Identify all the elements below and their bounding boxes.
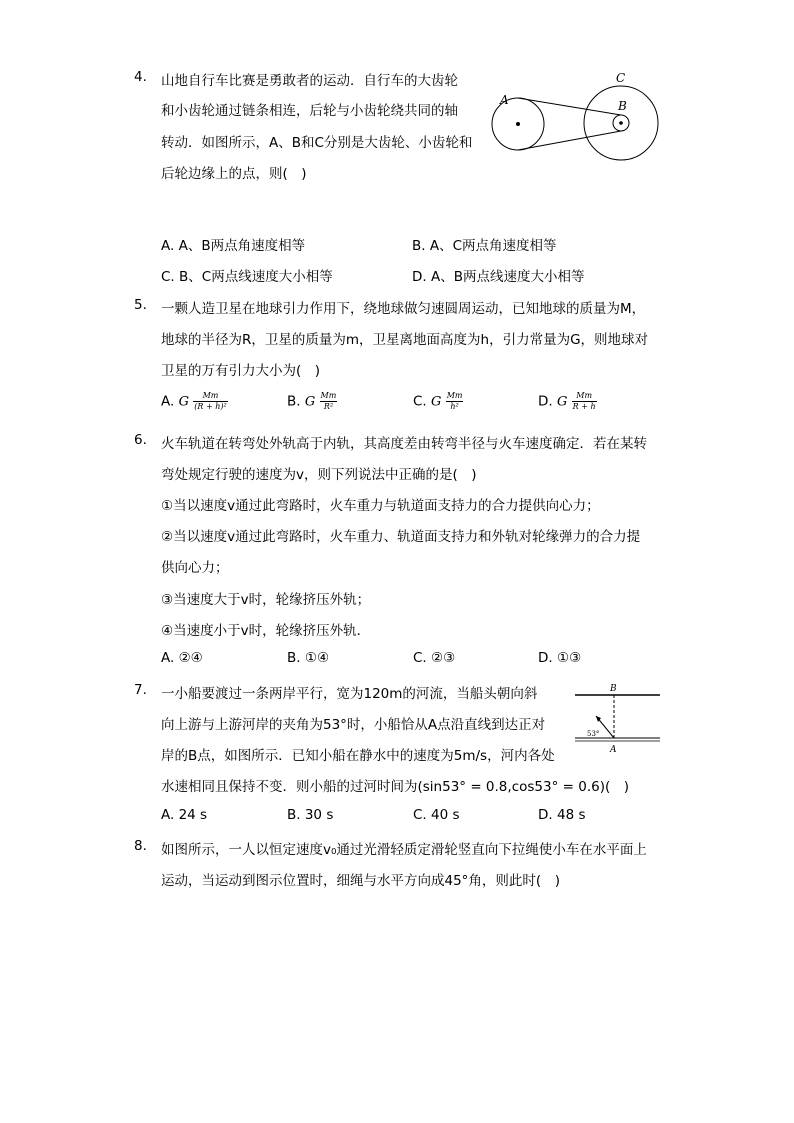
label-c: C bbox=[616, 71, 626, 85]
option-a[interactable]: A. ②④ bbox=[161, 650, 203, 666]
label-b: B bbox=[610, 684, 617, 694]
option-b[interactable]: B. ①④ bbox=[287, 650, 330, 666]
denominator: (R + h)² bbox=[194, 402, 227, 411]
question-number: 4. bbox=[134, 69, 147, 85]
question-text-line: 如图所示，一人以恒定速度v₀通过光滑轻质定滑轮竖直向下拉绳使小车在水平面上 bbox=[161, 842, 647, 858]
option-label: C. bbox=[413, 393, 427, 410]
question-text-line: 后轮边缘上的点，则( ) bbox=[161, 166, 307, 182]
question-number: 8. bbox=[134, 838, 147, 854]
option-d[interactable]: D. 48 s bbox=[538, 807, 586, 823]
constant-g: G bbox=[431, 394, 442, 410]
question-text-line: 转动．如图所示，A、B和C分别是大齿轮、小齿轮和 bbox=[161, 135, 473, 151]
question-number: 7. bbox=[134, 682, 147, 698]
option-label: A. bbox=[161, 393, 175, 410]
question-text-line: 一颗人造卫星在地球引力作用下，绕地球做匀速圆周运动，已知地球的质量为M， bbox=[161, 301, 646, 317]
denominator: h² bbox=[450, 402, 459, 411]
statement-3: ③当速度大于v时，轮缘挤压外轨； bbox=[161, 592, 371, 608]
denominator: R² bbox=[323, 402, 334, 411]
fraction bbox=[572, 391, 597, 412]
option-d[interactable]: D. A、B两点线速度大小相等 bbox=[412, 269, 585, 285]
option-label: D. bbox=[538, 393, 553, 410]
option-b[interactable]: B. 30 s bbox=[287, 807, 334, 823]
river-crossing-figure bbox=[570, 680, 665, 755]
constant-g: G bbox=[556, 394, 568, 410]
angle-label: 53° bbox=[587, 730, 600, 738]
option-d[interactable]: D. ①③ bbox=[538, 650, 582, 666]
numerator: Mm bbox=[572, 391, 597, 402]
denominator: R + h bbox=[572, 402, 596, 411]
fraction bbox=[320, 391, 338, 412]
label-b: B bbox=[618, 99, 627, 113]
question-text-line: 和小齿轮通过链条相连，后轮与小齿轮绕共同的轴 bbox=[161, 103, 458, 119]
fraction bbox=[446, 391, 464, 412]
option-c[interactable] bbox=[413, 391, 463, 412]
label-a: A bbox=[500, 93, 509, 107]
question-number: 5. bbox=[134, 297, 147, 313]
statement-4: ④当速度小于v时，轮缘挤压外轨． bbox=[161, 623, 371, 639]
question-text-line: 水速相同且保持不变．则小船的过河时间为(sin53° = 0.8,cos53° = 0.6)( ) bbox=[161, 779, 629, 795]
small-gear-center bbox=[619, 121, 623, 125]
chain-bottom bbox=[518, 131, 621, 150]
statement-2: ②当以速度v通过此弯路时，火车重力、轨道面支持力和外轨对轮缘弹力的合力提 bbox=[161, 529, 641, 545]
numerator: Mm bbox=[446, 391, 463, 400]
question-text-line: 运动，当运动到图示位置时，细绳与水平方向成45°角，则此时( ) bbox=[161, 873, 560, 889]
option-c[interactable]: C. ②③ bbox=[413, 650, 456, 666]
statement-2-cont: 供向心力； bbox=[161, 560, 229, 576]
option-c[interactable]: C. 40 s bbox=[413, 807, 460, 823]
large-gear-center bbox=[516, 122, 520, 126]
question-text-line: 火车轨道在转弯处外轨高于内轨，其高度差由转弯半径与火车速度确定．若在某转 bbox=[161, 436, 647, 452]
chain-top bbox=[518, 98, 621, 115]
question-text-line: 弯处规定行驶的速度为v，则下列说法中正确的是( ) bbox=[161, 467, 477, 483]
label-a: A bbox=[610, 745, 617, 755]
option-a[interactable] bbox=[161, 391, 228, 412]
question-text-line: 岸的B点，如图所示．已知小船在静水中的速度为5m/s，河内各处 bbox=[161, 748, 555, 764]
fraction bbox=[193, 391, 227, 412]
bicycle-gear-figure bbox=[488, 68, 663, 165]
question-text-line: 一小船要渡过一条两岸平行，宽为120m的河流，当船头朝向斜 bbox=[161, 686, 538, 702]
numerator: Mm bbox=[193, 391, 227, 402]
constant-g: G bbox=[178, 394, 189, 410]
option-b[interactable]: B. A、C两点角速度相等 bbox=[412, 238, 557, 254]
question-text-line: 向上游与上游河岸的夹角为53°时，小船恰从A点沿直线到达正对 bbox=[161, 717, 546, 733]
option-a[interactable]: A. A、B两点角速度相等 bbox=[161, 238, 306, 254]
option-d[interactable] bbox=[538, 391, 597, 412]
question-number: 6. bbox=[134, 432, 147, 448]
numerator: Mm bbox=[320, 391, 337, 400]
question-text-line: 山地自行车比赛是勇敢者的运动．自行车的大齿轮 bbox=[161, 73, 458, 89]
option-b[interactable] bbox=[287, 391, 337, 412]
question-text-line: 地球的半径为R，卫星的质量为m，卫星离地面高度为h，引力常量为G，则地球对 bbox=[161, 332, 649, 348]
option-c[interactable]: C. B、C两点线速度大小相等 bbox=[161, 269, 333, 285]
option-a[interactable]: A. 24 s bbox=[161, 807, 208, 823]
option-label: B. bbox=[287, 393, 301, 410]
constant-g: G bbox=[304, 394, 316, 410]
statement-1: ①当以速度v通过此弯路时，火车重力与轨道面支持力的合力提供向心力； bbox=[161, 498, 600, 514]
question-text-line: 卫星的万有引力大小为( ) bbox=[161, 363, 321, 379]
